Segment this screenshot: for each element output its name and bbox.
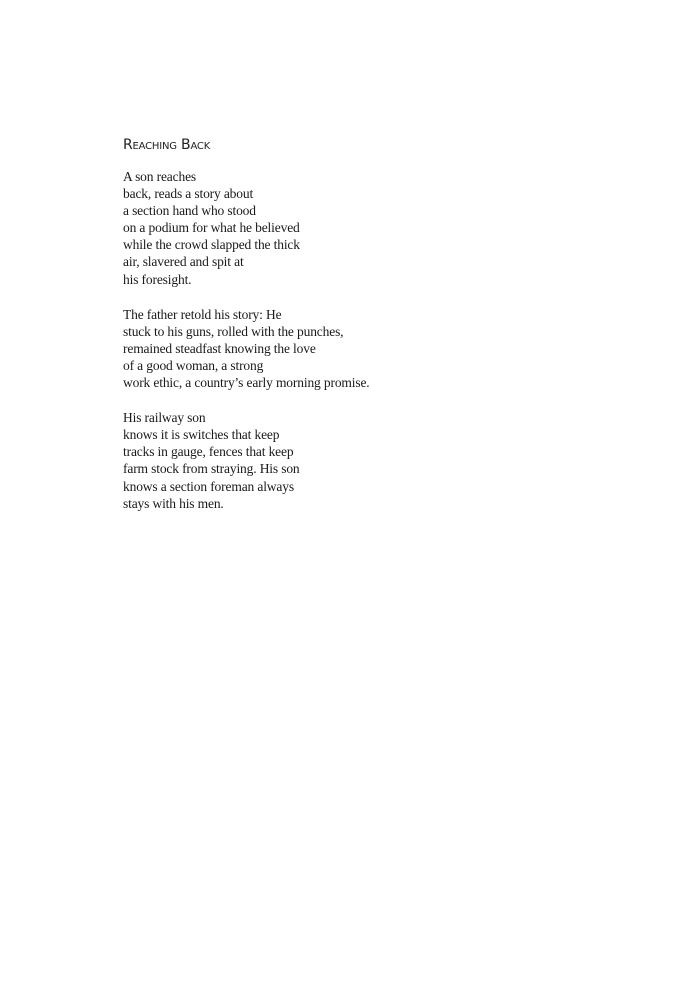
poem-line: a section hand who stood <box>123 203 256 219</box>
poem-line: knows a section foreman always <box>123 478 294 494</box>
stanza-1 <box>123 168 603 288</box>
poem-body <box>123 168 603 530</box>
poem-line: stuck to his guns, rolled with the punches, <box>123 323 344 339</box>
poem-line: stays with his men. <box>123 495 224 511</box>
poem-line: His railway son <box>123 410 206 426</box>
poem-line: remained steadfast knowing the love <box>123 340 316 356</box>
poem-title: Reaching Back <box>123 137 211 153</box>
poem-line: his foresight. <box>123 271 192 287</box>
stanza-3 <box>123 409 603 512</box>
poem-line: A son reaches <box>123 169 197 184</box>
stanza-2 <box>123 306 603 391</box>
poem-line: farm stock from straying. His son <box>123 461 300 477</box>
poem-line: while the crowd slapped the thick <box>123 237 300 253</box>
poem-line: of a good woman, a strong <box>123 357 264 373</box>
poem-line: knows it is switches that keep <box>123 427 280 443</box>
poem-line: air, slavered and spit at <box>123 254 244 270</box>
poem-line: tracks in gauge, fences that keep <box>123 444 294 460</box>
poem-line: back, reads a story about <box>123 186 254 202</box>
poem-line: work ethic, a country’s early morning promise. <box>123 375 370 391</box>
poem-line: on a podium for what he believed <box>123 220 300 236</box>
poem-line: The father retold his story: He <box>123 306 282 322</box>
